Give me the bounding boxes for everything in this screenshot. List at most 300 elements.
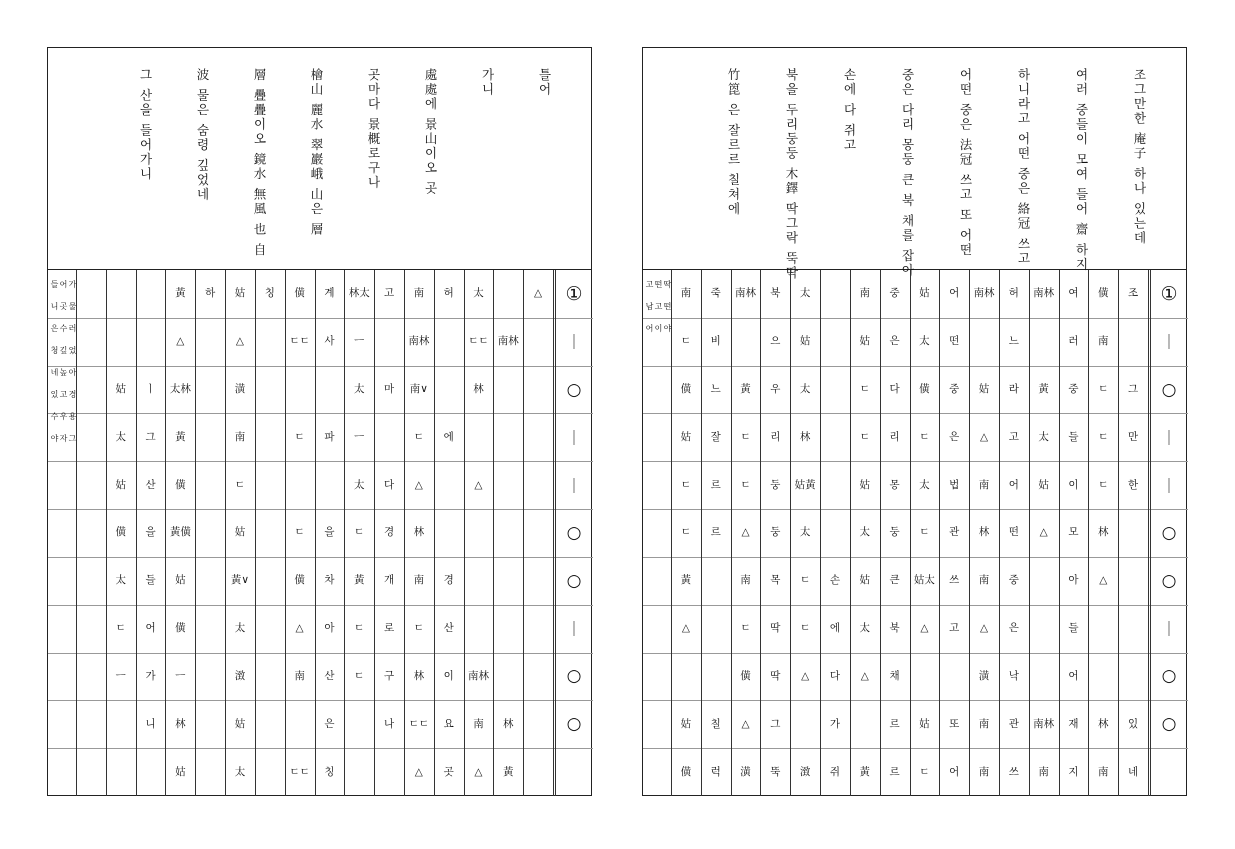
lyric-line: 層 疊疊이오 鏡水 無風 也 自 [252,68,267,258]
mode-mark: ○ [566,379,582,400]
score-cell: 여 [1068,287,1079,300]
lyric-line: 가니 [480,68,495,97]
mode-mark: ○ [1161,666,1177,687]
score-cell: 姑 [919,287,930,300]
score-cell: 요 [443,717,454,730]
score-cell: 林 [503,717,514,730]
score-cell: 라 [1008,383,1019,396]
score-cell: 을 [324,526,335,539]
score-cell: 黃∨ [230,574,250,587]
score-cell: 이 [1068,478,1079,491]
score-cell: △ [920,622,929,635]
lyric-line: 손에 다 쥐고 [842,68,857,153]
score-cell: 어 [949,287,960,300]
score-cell: 太 [115,430,126,443]
score-cell: 아 [324,622,335,635]
score-cell: 黃 [503,765,514,778]
mode-mark: ｜ [1161,333,1177,352]
lyrics-panel-right [643,48,1186,281]
score-cell: 있 [1128,717,1139,730]
mode-mark: ○ [1161,714,1177,735]
score-cell: 㴛 [799,765,811,778]
score-cell: 한 [1128,478,1139,491]
grid-column-line [553,270,554,796]
score-cell: 姑 [799,335,811,348]
extra-syllable: 은 [50,323,59,333]
score-cell: 太 [234,765,246,778]
score-cell: 林 [413,669,425,682]
score-cell: 僙 [175,622,186,635]
mode-mark: ① [1160,282,1178,305]
grid-column-line [255,270,256,796]
score-cell: 南 [1098,335,1109,348]
score-cell: 姑 [234,287,246,300]
score-cell: ㄷ [1098,478,1109,491]
score-cell: 느 [710,383,721,396]
score-cell: 黃 [680,574,692,587]
score-cell: 떤 [1008,526,1019,539]
score-cell: 딱 [770,622,781,635]
score-cell: ㄷ [859,430,870,443]
extra-syllable: 남 [645,301,654,311]
extra-syllable: 우 [59,411,68,421]
score-cell: 둥 [889,526,900,539]
extra-syllable: 들 [50,279,59,289]
extra-syllable: 용 [68,411,77,421]
score-cell: 姑 [978,383,990,396]
score-cell: 나 [383,717,395,730]
score-cell: 南 [1038,765,1049,778]
score-page-left [47,47,592,796]
score-cell: ㄷ [354,669,365,682]
score-cell: 채 [889,669,900,682]
extra-syllable: 어 [59,279,68,289]
extra-syllable: 이 [654,323,663,333]
score-cell: 南林 [408,335,430,348]
extra-syllable: 네 [50,367,59,377]
extra-syllable: 그 [68,433,77,443]
score-cell: 太 [859,526,871,539]
extra-syllable: 깊 [59,345,68,355]
score-cell: ㄷ [740,478,751,491]
score-cell: 黃 [175,430,186,443]
score-cell: ㄷ [859,383,870,396]
score-cell: 네 [1128,765,1139,778]
score-cell: △ [979,622,989,635]
score-cell: 목 [770,574,781,587]
score-cell: 그 [1128,383,1139,396]
score-cell: 僙 [1098,287,1109,300]
score-cell: 칭 [324,765,335,778]
extra-syllable: 야 [663,323,672,333]
score-cell: 僙 [115,526,126,539]
score-cell: 지 [1068,765,1079,778]
extra-syllable: 고 [645,279,654,289]
score-cell: △ [860,669,869,682]
score-cell: 僙 [175,478,186,491]
score-cell: 黃 [859,765,871,778]
score-cell: 그 [770,717,781,730]
score-cell: 중 [1008,574,1019,587]
score-cell: 르 [710,526,721,539]
extra-syllable: 있 [50,389,59,399]
score-cell: 아 [1068,574,1079,587]
grid-column-line [1148,270,1149,796]
score-cell: 또 [949,717,960,730]
extra-syllable: 야 [50,433,59,443]
mode-mark: ○ [566,714,582,735]
score-cell: 몽 [889,478,900,491]
lyric-line: 그 산을 들어가니 [138,68,153,182]
score-cell: 쥐 [829,765,841,778]
score-cell: 南 [859,287,871,300]
score-cell: 姑 [175,574,186,587]
score-cell: 어 [1068,669,1079,682]
score-cell: ㄷ [294,430,305,443]
lyric-line: 波 물은 숨령 깊었네 [195,68,210,202]
score-cell: ㄷㄷ [408,717,429,730]
score-cell: 으 [770,335,781,348]
score-cell: 개 [383,574,395,587]
extra-syllable: 고 [59,389,68,399]
score-cell: 관 [1008,717,1019,730]
score-cell: △ [1099,574,1108,587]
score-cell: 南林 [1033,287,1055,300]
score-cell: 르 [710,478,721,491]
score-cell: 南 [978,717,990,730]
mode-mark: ○ [1161,379,1177,400]
score-cell: ㄷ [354,526,365,539]
mode-mark: ｜ [1161,428,1177,447]
score-cell: 가 [145,669,156,682]
score-cell: 姑 [859,574,871,587]
score-cell: 姑 [115,478,126,491]
extra-syllable: 물 [68,301,77,311]
score-cell: 러 [1068,335,1079,348]
score-cell: 太 [799,526,811,539]
score-cell: ㄷ [1098,383,1109,396]
score-cell: 비 [710,335,721,348]
score-cell: 다 [829,669,841,682]
score-cell: 만 [1128,430,1139,443]
score-cell: 다 [383,478,395,491]
score-cell: ㄷ [680,478,691,491]
lyric-line: 틀어 [537,68,552,97]
score-cell: 南 [978,765,990,778]
extra-syllable: 자 [59,433,68,443]
score-cell: 떤 [949,335,960,348]
score-cell: 南 [234,430,246,443]
score-cell: 姑 [115,383,126,396]
lyric-line: 어떤 중은 法冠 쓰고 또 어떤 [958,68,973,258]
score-cell: 南 [680,287,692,300]
extra-syllable: 었 [68,345,77,355]
lyric-line: 중은 다리 몽둥 큰 북 채를 잡아 [900,68,915,278]
score-cell: 黃 [740,383,751,396]
score-cell: 하 [205,287,216,300]
score-cell: 중 [889,287,900,300]
score-cell: △ [235,335,244,348]
score-cell: 어 [145,622,156,635]
mode-mark: ① [565,282,583,305]
score-cell: 太 [799,287,811,300]
score-cell: 南林 [735,287,757,300]
score-cell: 어 [949,765,960,778]
score-cell: ㄷ [413,622,424,635]
score-cell: ㅡ [175,669,186,682]
score-cell: ㄷㄷ [289,765,310,778]
score-cell: 은 [324,717,335,730]
score-cell: ㄷ [354,622,365,635]
score-cell: 南∨ [409,383,428,396]
score-cell: ㄷㄷ [468,335,489,348]
score-cell: 다 [889,383,900,396]
score-cell: 南 [978,478,990,491]
score-cell: 南林 [497,335,519,348]
score-cell: 가 [829,717,841,730]
score-cell: ㄷ [680,526,691,539]
score-cell: 㴛 [234,669,246,682]
score-cell: 姑 [859,478,871,491]
score-cell: ㅡ [115,669,126,682]
score-cell: 리 [889,430,900,443]
score-cell: △ [534,287,543,300]
score-cell: 르 [889,765,900,778]
extra-syllable: 곳 [59,301,68,311]
score-cell: 僙 [680,765,692,778]
jeongganbo-grid-left [48,270,591,796]
score-cell: 산 [145,478,156,491]
score-cell: 林 [175,717,186,730]
grid-column-line [523,270,524,796]
score-cell: 리 [770,430,781,443]
mode-mark: ○ [566,666,582,687]
extra-syllable: 러 [68,323,77,333]
lyric-line: 조그만한 庵子 하나 있는데 [1132,68,1147,246]
score-cell: 산 [443,622,454,635]
score-cell: 낙 [1008,669,1019,682]
lyric-line: 곳마다 景概로구나 [366,68,381,190]
score-cell: 太林 [169,383,191,396]
score-cell: △ [474,478,483,491]
score-cell: 僙 [919,383,930,396]
score-cell: 에 [829,622,841,635]
score-cell: 구 [383,669,395,682]
score-cell: 쓰 [1008,765,1019,778]
score-cell: 潢 [234,383,246,396]
score-cell: 둥 [770,478,781,491]
score-cell: ㄷ [919,430,930,443]
score-cell: 太 [799,383,811,396]
score-cell: 은 [889,335,900,348]
score-cell: 마 [383,383,395,396]
score-cell: ㄷ [800,622,811,635]
score-cell: 潢 [740,765,751,778]
score-cell: 느 [1008,335,1019,348]
score-cell: 潢 [978,669,990,682]
score-cell: 黃 [175,287,186,300]
score-cell: 僙 [680,383,692,396]
score-cell: 太 [234,622,246,635]
score-cell: △ [681,622,690,635]
score-cell: 南 [473,717,484,730]
score-cell: 太 [353,478,365,491]
score-cell: ㄷ [740,430,751,443]
score-cell: 黃 [1038,383,1049,396]
score-cell: 차 [324,574,335,587]
score-cell: 林 [978,526,990,539]
score-cell: 로 [383,622,395,635]
score-cell: 법 [949,478,960,491]
lyrics-panel-left [48,48,591,270]
score-cell: 南林 [467,669,489,682]
score-cell: 사 [324,335,335,348]
extra-syllable: 떤 [654,279,663,289]
score-cell: 르 [889,717,900,730]
score-cell: △ [741,526,750,539]
score-cell: 南 [978,574,990,587]
mode-mark: ｜ [566,476,582,495]
score-cell: 林 [413,526,425,539]
score-cell: 들 [1068,622,1079,635]
mode-mark: ｜ [1161,476,1177,495]
mode-mark: ｜ [566,620,582,639]
score-cell: 太 [919,335,930,348]
score-cell: 南 [294,669,305,682]
score-cell: 太 [1038,430,1049,443]
score-cell: ㄷ [800,574,811,587]
extra-syllable: 경 [68,389,77,399]
score-cell: 太 [473,287,484,300]
score-cell: 僙 [294,574,305,587]
score-cell: 黃 [353,574,365,587]
score-cell: 南 [1098,765,1109,778]
score-cell: ㄷ [115,622,126,635]
extra-syllable: 높 [59,367,68,377]
score-cell: 허 [1008,287,1019,300]
score-cell: 중 [1068,383,1079,396]
score-cell: 칭 [264,287,275,300]
score-cell: 고 [949,622,960,635]
score-cell: 칠 [710,717,721,730]
grid-row-line [643,653,1188,654]
score-cell: 姑 [234,526,246,539]
lyric-line: 하니라고 어떤 중은 絡冠 쓰고 [1016,68,1031,266]
score-cell: ㄷ [919,765,930,778]
mode-mark: ｜ [566,428,582,447]
extra-syllable: 아 [68,367,77,377]
score-cell: 뚝 [770,765,781,778]
extra-syllable: 떤 [663,301,672,311]
score-cell: ㄷ [413,430,424,443]
lyric-line: 竹箆 은 잘르르 칠쳐에 [726,68,741,217]
extra-syllable: 어 [645,323,654,333]
score-cell: 들 [1068,430,1079,443]
score-cell: 姑太 [913,574,935,587]
score-cell: ㄷ [294,526,305,539]
score-cell: 죽 [710,287,721,300]
score-cell: 僙 [740,669,751,682]
score-cell: 太 [115,574,126,587]
score-cell: 모 [1068,526,1079,539]
score-cell: 姑 [919,717,930,730]
score-cell: 쓰 [949,574,960,587]
score-cell: ㄷ [680,335,691,348]
score-cell: △ [741,717,750,730]
score-cell: 파 [324,430,335,443]
extra-syllable: 청 [50,345,59,355]
score-cell: △ [414,478,423,491]
score-cell: 姑 [234,717,246,730]
score-cell: 太 [919,478,930,491]
score-cell: 南 [740,574,751,587]
extra-syllable: 니 [50,301,59,311]
score-cell: △ [801,669,810,682]
extra-syllable: 가 [68,279,77,289]
score-cell: 南 [413,574,425,587]
score-cell: 북 [889,622,900,635]
score-cell: 南林 [1033,717,1055,730]
score-cell: 니 [145,717,156,730]
score-cell: 경 [383,526,395,539]
score-cell: ㅡ [354,335,365,348]
score-cell: 은 [1008,622,1019,635]
score-cell: 僙 [294,287,305,300]
score-cell: 둥 [770,526,781,539]
score-cell: 중 [949,383,960,396]
score-cell: 럭 [710,765,721,778]
score-cell: 林太 [348,287,370,300]
score-cell: 큰 [889,574,900,587]
score-cell: 에 [443,430,454,443]
score-cell: 姑 [680,717,692,730]
mode-mark: ○ [1161,522,1177,543]
score-cell: 조 [1128,287,1139,300]
score-cell: 북 [770,287,781,300]
jeongganbo-grid-right [643,270,1186,796]
score-cell: △ [1039,526,1048,539]
score-cell: 姑 [1038,478,1049,491]
score-cell: 딱 [770,669,781,682]
extra-syllable: 고 [654,301,663,311]
score-cell: 허 [443,287,454,300]
score-cell: 南 [413,287,425,300]
score-cell: 林 [1098,717,1109,730]
score-cell: 고 [1008,430,1019,443]
lyric-line: 여러 중들이 모여 들어 齋 하지 [1074,68,1089,272]
score-cell: 관 [949,526,960,539]
score-cell: 고 [383,287,395,300]
score-cell: 林 [473,383,484,396]
extra-syllable: 수 [50,411,59,421]
score-cell: △ [474,765,483,778]
score-cell: 잘 [710,430,721,443]
score-cell: ㅣ [145,383,156,396]
score-cell: 林 [799,430,811,443]
lyric-line: 檜山 麗水 翠巖峨 山은 層 [309,68,324,237]
score-cell: 姑 [175,765,186,778]
score-cell: 林 [1098,526,1109,539]
score-cell: 姑黃 [794,478,816,491]
grid-column-line [195,270,196,796]
score-cell: 산 [324,669,335,682]
score-cell: 太 [353,383,365,396]
score-cell: △ [414,765,423,778]
extra-syllable: 수 [59,323,68,333]
score-cell: ㅡ [354,430,365,443]
score-cell: ㄷ [1098,430,1109,443]
score-cell: ㄷ [919,526,930,539]
